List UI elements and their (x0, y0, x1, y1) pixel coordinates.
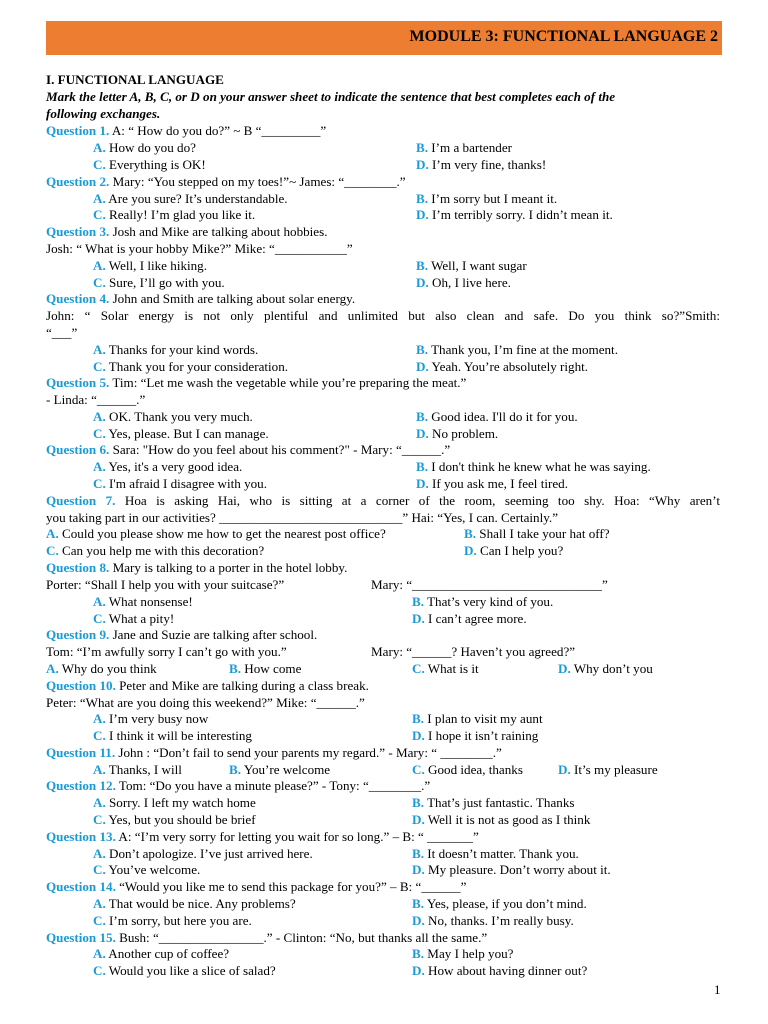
option-a: A. Thanks, I will (93, 762, 182, 777)
question-7: Question 7. Hoa is asking Hai, who is sitting at a corner of the room, seeming too shy. Hoa: “Why aren’t (46, 493, 720, 508)
option-d: D. Why don’t you (558, 661, 653, 676)
option-d: D. Yeah. You’re absolutely right. (416, 359, 589, 374)
question-8-dialogue-porter: Porter: “Shall I help you with your suitcase?” (46, 577, 285, 592)
question-8-dialogue-mary: Mary: “_____________________________” (371, 577, 608, 592)
option-d: D. I’m terribly sorry. I didn’t mean it. (416, 207, 613, 222)
question-3: Question 3. Josh and Mike are talking about hobbies. (46, 224, 328, 239)
question-text: A: “ How do you do?” ~ B “_________” (109, 123, 327, 138)
module-banner (46, 21, 722, 55)
option-b: B. Yes, please, if you don’t mind. (412, 896, 587, 911)
option-d: D. Well it is not as good as I think (412, 812, 591, 827)
option-b: B. Good idea. I'll do it for you. (416, 409, 578, 424)
option-d: D. I hope it isn’t raining (412, 728, 539, 743)
option-b: B. I don't think he knew what he was saying. (416, 459, 651, 474)
option-d: D. It’s my pleasure (558, 762, 658, 777)
option-a: A. Don’t apologize. I’ve just arrived here. (93, 846, 313, 861)
option-c: C. Yes, but you should be brief (93, 812, 256, 827)
option-c: C. Would you like a slice of salad? (93, 963, 276, 978)
question-2: Question 2. Mary: “You stepped on my toes!”~ James: “________.” (46, 174, 406, 189)
option-a: A. Why do you think (46, 661, 157, 676)
option-b: B. Thank you, I’m fine at the moment. (416, 342, 618, 357)
option-b: B. Shall I take your hat off? (464, 526, 610, 541)
option-a: A. Yes, it's a very good idea. (93, 459, 243, 474)
option-a: A. How do you do? (93, 140, 196, 155)
option-d: D. My pleasure. Don’t worry about it. (412, 862, 611, 877)
option-a: A. OK. Thank you very much. (93, 409, 253, 424)
instruction-line-1: Mark the letter A, B, C, or D on your answer sheet to indicate the sentence that best completes each of the (46, 89, 616, 104)
option-a: A. Thanks for your kind words. (93, 342, 259, 357)
option-a: A. Sorry. I left my watch home (93, 795, 256, 810)
question-14: Question 14. “Would you like me to send this package for you?” – B: “______” (46, 879, 467, 894)
question-3-dialogue: Josh: “ What is your hobby Mike?” Mike: “___________” (46, 241, 353, 256)
question-4-dialogue: John: “ Solar energy is not only plentiful and unlimited but also clean and safe. Do you think so?”Smith: (46, 308, 720, 323)
option-b: B. I plan to visit my aunt (412, 711, 543, 726)
question-9-dialogue-tom: Tom: “I’m awfully sorry I can’t go with you.” (46, 644, 287, 659)
option-b: B. You’re welcome (229, 762, 331, 777)
option-c: C. Yes, please. But I can manage. (93, 426, 269, 441)
option-b: B. That’s just fantastic. Thanks (412, 795, 575, 810)
question-10-dialogue: Peter: “What are you doing this weekend?” Mike: “______.” (46, 695, 365, 710)
page-number: 1 (714, 982, 721, 997)
option-a: A. What nonsense! (93, 594, 193, 609)
question-1 (46, 123, 326, 139)
instruction-line-2: following exchanges. (46, 106, 161, 121)
option-d: D. How about having dinner out? (412, 963, 588, 978)
option-c: C. Sure, I’ll go with you. (93, 275, 225, 290)
question-5: Question 5. Tim: “Let me wash the vegetable while you’re preparing the meat.” (46, 375, 467, 390)
question-15: Question 15. Bush: “________________.” - Clinton: “No, but thanks all the same.” (46, 930, 488, 945)
option-a: A. Well, I like hiking. (93, 258, 208, 273)
option-d: D. Can I help you? (464, 543, 564, 558)
question-13: Question 13. A: “I’m very sorry for letting you wait for so long.” – B: “ _______” (46, 829, 479, 844)
option-c: C. I think it will be interesting (93, 728, 252, 743)
option-b: B. How come (229, 661, 302, 676)
question-5-dialogue: - Linda: “______.” (46, 392, 146, 407)
option-a: A. I’m very busy now (93, 711, 209, 726)
question-12: Question 12. Tom: “Do you have a minute please?” - Tony: “________.” (46, 778, 431, 793)
option-a: A. That would be nice. Any problems? (93, 896, 296, 911)
option-b: B. That’s very kind of you. (412, 594, 554, 609)
option-a: A. Another cup of coffee? (93, 946, 230, 961)
option-c: C. You’ve welcome. (93, 862, 201, 877)
question-10: Question 10. Peter and Mike are talking during a class break. (46, 678, 369, 693)
option-d: D. Oh, I live here. (416, 275, 511, 290)
option-b: B. May I help you? (412, 946, 514, 961)
option-c: C. Good idea, thanks (412, 762, 523, 777)
question-4: Question 4. John and Smith are talking about solar energy. (46, 291, 356, 306)
option-c: C. Can you help me with this decoration? (46, 543, 265, 558)
question-8: Question 8. Mary is talking to a porter in the hotel lobby. (46, 560, 348, 575)
option-d: D. No, thanks. I’m really busy. (412, 913, 574, 928)
option-a: A. Are you sure? It’s understandable. (93, 191, 288, 206)
option-c: C. I'm afraid I disagree with you. (93, 476, 267, 491)
question-label: Question 1. (46, 123, 110, 138)
option-b: B. I’m a bartender (416, 140, 512, 155)
option-c: C. Thank you for your consideration. (93, 359, 289, 374)
question-4-blank: “___” (46, 325, 78, 340)
question-9-dialogue-mary: Mary: “______? Haven’t you agreed?” (371, 644, 576, 659)
option-d: D. I can’t agree more. (412, 611, 527, 626)
option-d: D. I’m very fine, thanks! (416, 157, 547, 172)
option-b: B. Well, I want sugar (416, 258, 527, 273)
option-c: C. Really! I’m glad you like it. (93, 207, 256, 222)
question-6: Question 6. Sara: "How do you feel about his comment?" - Mary: “______.” (46, 442, 451, 457)
question-7-dialogue: you taking part in our activities? ____________________________” Hai: “Yes, I can. Certainly.” (46, 510, 559, 525)
option-c: C. What is it (412, 661, 479, 676)
question-9: Question 9. Jane and Suzie are talking after school. (46, 627, 318, 642)
question-11: Question 11. John : “Don’t fail to send your parents my regard.” - Mary: “ ________.” (46, 745, 502, 760)
option-b: B. I’m sorry but I meant it. (416, 191, 558, 206)
option-b: B. It doesn’t matter. Thank you. (412, 846, 579, 861)
module-title: MODULE 3: FUNCTIONAL LANGUAGE 2 (409, 28, 718, 45)
option-c: C. What a pity! (93, 611, 175, 626)
option-d: D. No problem. (416, 426, 499, 441)
option-c: C. Everything is OK! (93, 157, 206, 172)
option-c: C. I’m sorry, but here you are. (93, 913, 252, 928)
option-a: A. Could you please show me how to get the nearest post office? (46, 526, 386, 541)
option-d: D. If you ask me, I feel tired. (416, 476, 568, 491)
section-title: I. FUNCTIONAL LANGUAGE (46, 72, 224, 87)
